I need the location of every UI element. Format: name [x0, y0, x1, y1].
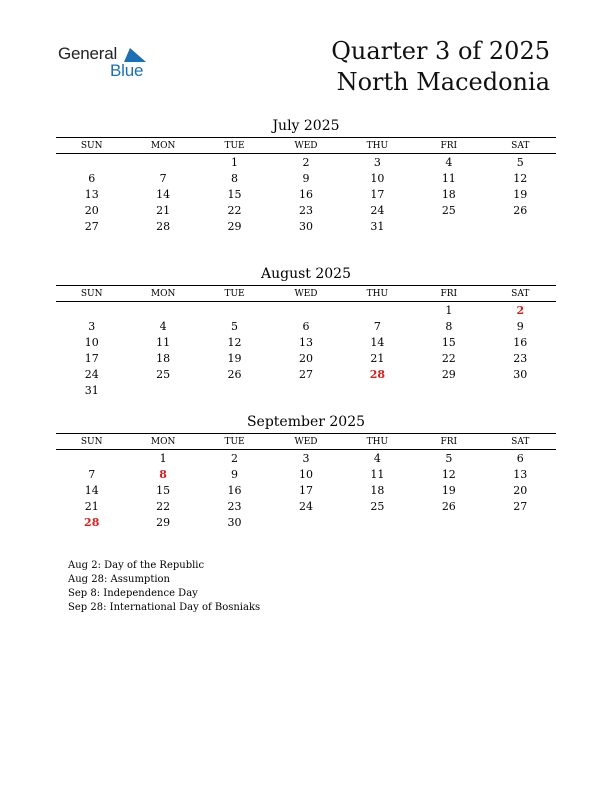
holiday-day-cell: 8 [159, 468, 167, 481]
day-cell [270, 383, 341, 399]
holiday-day-cell: 28 [369, 368, 386, 381]
day-cell: 30 [298, 220, 313, 233]
day-cell [127, 383, 198, 399]
day-cell: 19 [441, 484, 456, 497]
weekday-header: SUN [56, 434, 127, 450]
day-cell: 24 [370, 204, 385, 217]
day-cell: 22 [156, 500, 171, 513]
day-cell [127, 302, 198, 320]
day-cell: 18 [441, 188, 456, 201]
day-cell: 23 [227, 500, 242, 513]
month-august [56, 265, 556, 399]
day-cell: 27 [84, 220, 99, 233]
logo [58, 44, 158, 80]
week-row [56, 335, 556, 351]
week-row [56, 319, 556, 335]
weekday-header: SUN [56, 286, 127, 302]
day-cell [56, 154, 127, 172]
week-row [56, 351, 556, 367]
weekday-header: WED [270, 138, 341, 154]
day-cell: 11 [441, 172, 456, 185]
day-cell: 8 [445, 320, 453, 333]
day-cell: 10 [298, 468, 313, 481]
holiday-notes [68, 559, 260, 615]
day-cell: 10 [84, 336, 99, 349]
day-cell [199, 383, 270, 399]
week-row [56, 483, 556, 499]
day-cell: 2 [302, 156, 310, 169]
day-cell [342, 302, 413, 320]
day-cell: 5 [445, 452, 453, 465]
day-cell: 17 [370, 188, 385, 201]
day-cell [342, 515, 413, 531]
holiday-day-cell: 2 [516, 304, 525, 317]
weekday-header: SAT [485, 138, 556, 154]
day-cell: 11 [370, 468, 385, 481]
day-cell: 18 [370, 484, 385, 497]
day-cell: 7 [88, 468, 96, 481]
day-cell: 3 [373, 156, 381, 169]
week-row [56, 219, 556, 235]
week-row [56, 302, 556, 320]
holiday-day-cell: 28 [84, 516, 100, 529]
day-cell: 4 [445, 156, 453, 169]
day-cell: 5 [516, 156, 524, 169]
week-row [56, 383, 556, 399]
day-cell: 12 [513, 172, 528, 185]
day-cell: 9 [231, 468, 239, 481]
day-cell: 21 [84, 500, 99, 513]
day-cell: 29 [156, 516, 171, 529]
day-cell [485, 515, 556, 531]
day-cell: 8 [231, 172, 239, 185]
day-cell: 24 [84, 368, 99, 381]
weekday-header: THU [342, 286, 413, 302]
day-cell: 12 [441, 468, 456, 481]
day-cell: 20 [84, 204, 99, 217]
weekday-header: THU [342, 138, 413, 154]
calendar-grid [56, 137, 556, 235]
day-cell: 31 [370, 220, 385, 233]
weekday-header: MON [127, 138, 198, 154]
day-cell: 30 [227, 516, 242, 529]
calendar-grid [56, 285, 556, 399]
day-cell: 23 [513, 352, 528, 365]
day-cell: 28 [156, 220, 171, 233]
weekday-header: TUE [199, 434, 270, 450]
day-cell: 14 [370, 336, 385, 349]
month-september [56, 413, 556, 531]
day-cell: 4 [159, 320, 167, 333]
day-cell: 16 [227, 484, 242, 497]
day-cell: 1 [231, 156, 239, 169]
day-cell: 14 [156, 188, 171, 201]
day-cell [56, 450, 127, 468]
day-cell [342, 383, 413, 399]
weekday-header: MON [127, 286, 198, 302]
day-cell: 16 [298, 188, 313, 201]
day-cell: 15 [156, 484, 171, 497]
day-cell [199, 302, 270, 320]
day-cell: 16 [513, 336, 528, 349]
day-cell: 14 [84, 484, 99, 497]
day-cell: 9 [516, 320, 524, 333]
day-cell: 26 [513, 204, 528, 217]
day-cell: 23 [298, 204, 313, 217]
logo-triangle-icon [124, 48, 146, 62]
weekday-header: TUE [199, 286, 270, 302]
day-cell: 13 [84, 188, 99, 201]
day-cell [270, 515, 341, 531]
day-cell: 3 [88, 320, 96, 333]
day-cell: 6 [302, 320, 310, 333]
weekday-header: TUE [199, 138, 270, 154]
day-cell [56, 302, 127, 320]
day-cell: 30 [513, 368, 528, 381]
weekday-header: MON [127, 434, 198, 450]
weekday-header: WED [270, 434, 341, 450]
holiday-note: Aug 2: Day of the Republic [68, 560, 205, 571]
day-cell: 31 [84, 384, 99, 397]
day-cell: 29 [441, 368, 456, 381]
day-cell: 9 [302, 172, 310, 185]
day-cell: 17 [298, 484, 313, 497]
day-cell: 11 [156, 336, 171, 349]
day-cell: 1 [445, 304, 453, 317]
week-row [56, 515, 556, 531]
weekday-header: SAT [485, 286, 556, 302]
day-cell: 27 [513, 500, 528, 513]
day-cell: 4 [373, 452, 381, 465]
holiday-note: Sep 28: International Day of Bosniaks [68, 602, 261, 613]
day-cell: 13 [513, 468, 528, 481]
day-cell: 6 [516, 452, 524, 465]
day-cell: 21 [370, 352, 385, 365]
day-cell: 26 [227, 368, 242, 381]
day-cell: 15 [227, 188, 242, 201]
day-cell: 29 [227, 220, 242, 233]
month-title: August 2025 [261, 266, 351, 282]
day-cell: 20 [298, 352, 313, 365]
day-cell [127, 154, 198, 172]
day-cell: 15 [441, 336, 456, 349]
week-row [56, 367, 556, 383]
day-cell: 13 [298, 336, 313, 349]
weekday-header: THU [342, 434, 413, 450]
page-title [331, 36, 550, 98]
day-cell: 2 [231, 452, 239, 465]
weekday-header: WED [270, 286, 341, 302]
week-row [56, 171, 556, 187]
day-cell: 19 [227, 352, 242, 365]
day-cell [413, 515, 484, 531]
weekday-header: SAT [485, 434, 556, 450]
holiday-note: Sep 8: Independence Day [68, 588, 198, 599]
day-cell [413, 219, 484, 235]
day-cell: 20 [513, 484, 528, 497]
day-cell: 21 [156, 204, 171, 217]
month-title: July 2025 [272, 118, 340, 134]
week-row [56, 154, 556, 172]
weekday-header: FRI [413, 434, 484, 450]
holiday-note: Aug 28: Assumption [68, 574, 171, 585]
day-cell: 1 [159, 452, 167, 465]
day-cell: 12 [227, 336, 242, 349]
week-row [56, 450, 556, 468]
day-cell: 18 [156, 352, 171, 365]
day-cell: 26 [441, 500, 456, 513]
weekday-header: SUN [56, 138, 127, 154]
weekday-header: FRI [413, 286, 484, 302]
day-cell [270, 302, 341, 320]
month-july [56, 117, 556, 235]
day-cell: 5 [231, 320, 239, 333]
title-country: North Macedonia [336, 68, 550, 96]
calendar-grid [56, 433, 556, 531]
day-cell: 22 [441, 352, 456, 365]
day-cell: 19 [513, 188, 528, 201]
day-cell: 25 [370, 500, 385, 513]
day-cell: 24 [298, 500, 313, 513]
day-cell [413, 383, 484, 399]
day-cell: 25 [441, 204, 456, 217]
day-cell: 27 [298, 368, 313, 381]
week-row [56, 187, 556, 203]
logo-word-blue: Blue [110, 61, 144, 80]
day-cell: 10 [370, 172, 385, 185]
day-cell: 3 [302, 452, 310, 465]
week-row [56, 203, 556, 219]
title-quarter: Quarter 3 of 2025 [331, 37, 550, 65]
day-cell: 22 [227, 204, 242, 217]
weekday-header: FRI [413, 138, 484, 154]
week-row [56, 499, 556, 515]
day-cell: 7 [373, 320, 381, 333]
month-title: September 2025 [246, 414, 366, 430]
day-cell: 25 [156, 368, 171, 381]
day-cell [485, 383, 556, 399]
day-cell: 6 [88, 172, 96, 185]
day-cell: 7 [159, 172, 167, 185]
day-cell [485, 219, 556, 235]
week-row [56, 467, 556, 483]
logo-word-general: General [58, 44, 118, 63]
day-cell: 17 [84, 352, 99, 365]
